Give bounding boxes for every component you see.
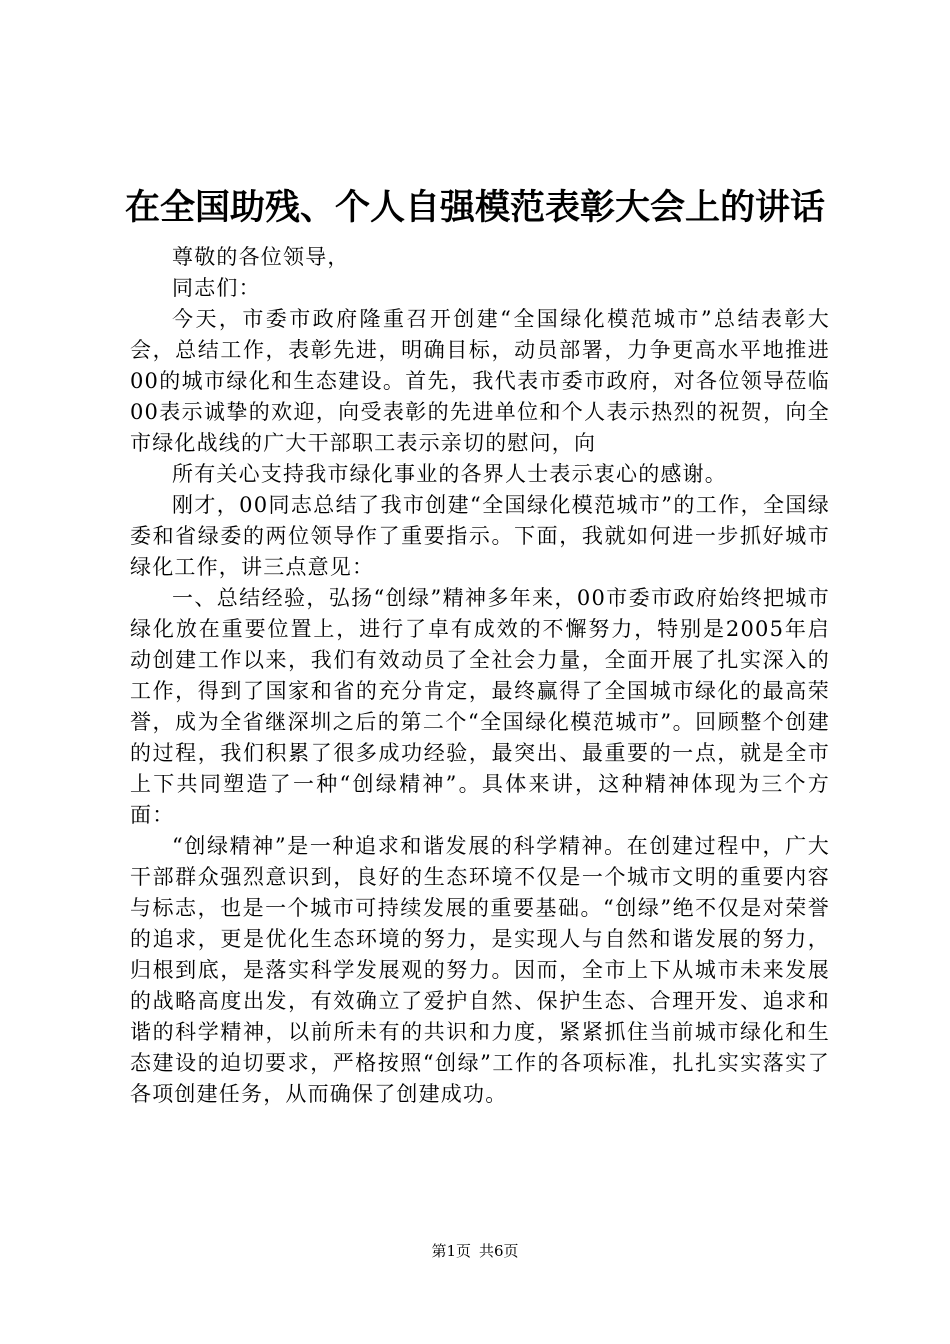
page-total: 共6页	[479, 1242, 519, 1260]
salutation-leaders: 尊敬的各位领导，	[172, 245, 350, 269]
paragraph-green-spirit: “创绿精神”是一种追求和谐发展的科学精神。在创建过程中，广大干部群众强烈意识到，良好的生态环境不仅是一个城市文明的重要内容与标志，也是一个城市可持续发展的重要基础。“创绿”绝不仅是对荣誉的追求，更是优化生态环境的努力，是实现人与自然和谐发展的努力，归根到底，是落实科学发展观的努力。因而，全市上下从城市未来发展的战略高度出发，有效确立了爱护自然、保护生态、合理开发、追求和谐的科学精神，以前所未有的共识和力度，紧紧抓住当前城市绿化和生态建设的迫切要求，严格按照“创绿”工作的各项标准，扎扎实实落实了各项创建任务，从而确保了创建成功。	[130, 834, 830, 1106]
paragraph-opening: 今天，市委市政府隆重召开创建“全国绿化模范城市”总结表彰大会，总结工作，表彰先进，明确目标，动员部署，力争更高水平地推进00的城市绿化和生态建设。首先，我代表市委市政府，对各位领导莅临00表示诚挚的欢迎，向受表彰的先进单位和个人表示热烈的祝贺，向全市绿化战线的广大干部职工表示亲切的慰问，向	[130, 307, 830, 455]
document-title: 在全国助残、个人自强模范表彰大会上的讲话	[124, 188, 825, 228]
paragraph-thanks: 所有关心支持我市绿化事业的各界人士表示衷心的感谢。	[172, 462, 727, 486]
salutation-comrades: 同志们：	[172, 276, 261, 300]
document-body	[130, 242, 830, 1110]
paragraph-intro: 刚才，00同志总结了我市创建“全国绿化模范城市”的工作，全国绿委和省绿委的两位领导作了重要指示。下面，我就如何进一步抓好城市绿化工作，讲三点意见：	[130, 493, 830, 579]
page-number: 第1页	[431, 1242, 471, 1260]
page-footer	[0, 1240, 950, 1262]
paragraph-section-one: 一、总结经验，弘扬“创绿”精神多年来，00市委市政府始终把城市绿化放在重要位置上，进行了卓有成效的不懈努力，特别是2005年启动创建工作以来，我们有效动员了全社会力量，全面开展了扎实深入的工作，得到了国家和省的充分肯定，最终赢得了全国城市绿化的最高荣誉，成为全省继深圳之后的第二个“全国绿化模范城市”。回顾整个创建的过程，我们积累了很多成功经验，最突出、最重要的一点，就是全市上下共同塑造了一种“创绿精神”。具体来讲，这种精神体现为三个方面：	[130, 586, 830, 827]
